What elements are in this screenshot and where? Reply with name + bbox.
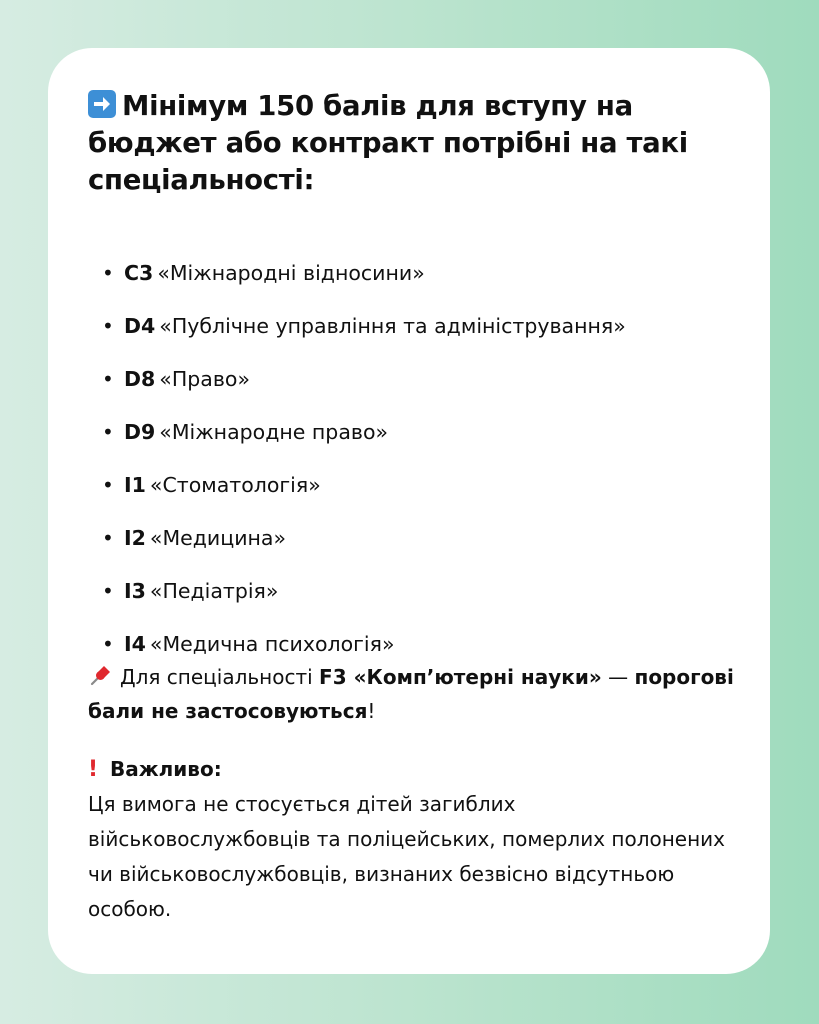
important-heading: [88, 752, 738, 787]
item-code: I1: [124, 473, 146, 497]
list-item: • I3 «Педіатрія»: [102, 579, 279, 603]
item-name: «Медицина»: [149, 526, 287, 550]
list-item: • I4 «Медична психологія»: [102, 632, 395, 656]
item-code: D9: [124, 420, 156, 444]
note-prefix: Для спеціальності: [120, 665, 320, 689]
note-specialty: F3 «Комп’ютерні науки»: [319, 665, 602, 689]
important-text: Ця вимога не стосується дітей загиблих військовослужбовців та поліцейських, померлих полонених чи військовослужбовців, визнаних безвісно відсутньою особою.: [88, 792, 726, 921]
item-name: «Стоматологія»: [149, 473, 321, 497]
item-code: C3: [124, 261, 154, 285]
title-text: Мінімум 150 балів для вступу на бюджет або контракт потрібні на такі спеціальності:: [88, 90, 688, 196]
item-code: I2: [124, 526, 146, 550]
page-title: [88, 88, 738, 199]
item-name: «Публічне управління та адміністрування»: [159, 314, 626, 338]
list-item: • I2 «Медицина»: [102, 526, 287, 550]
exclamation-icon: !: [88, 757, 99, 782]
item-name: «Право»: [159, 367, 250, 391]
item-name: «Міжнародні відносини»: [157, 261, 425, 285]
item-name: «Міжнародне право»: [159, 420, 389, 444]
list-item: • I1 «Стоматологія»: [102, 473, 321, 497]
content-card: [48, 48, 770, 974]
note-paragraph: [88, 660, 738, 728]
pushpin-icon: [88, 662, 114, 688]
list-item: • C3 «Міжнародні відносини»: [102, 261, 425, 285]
note-end: !: [367, 699, 376, 723]
important-block: [88, 752, 738, 927]
note-dash: —: [601, 665, 635, 689]
item-code: I3: [124, 579, 146, 603]
right-arrow-icon: [88, 90, 116, 118]
item-name: «Педіатрія»: [149, 579, 279, 603]
item-code: I4: [124, 632, 146, 656]
item-code: D8: [124, 367, 156, 391]
item-code: D4: [124, 314, 156, 338]
list-item: • D4 «Публічне управління та адміністрування»: [102, 314, 626, 338]
note-bold-text: порогові бали не застосовуються: [88, 665, 734, 723]
list-item: • D9 «Міжнародне право»: [102, 420, 389, 444]
list-item: • D8 «Право»: [102, 367, 250, 391]
important-label: Важливо:: [110, 757, 222, 781]
item-name: «Медична психологія»: [149, 632, 395, 656]
